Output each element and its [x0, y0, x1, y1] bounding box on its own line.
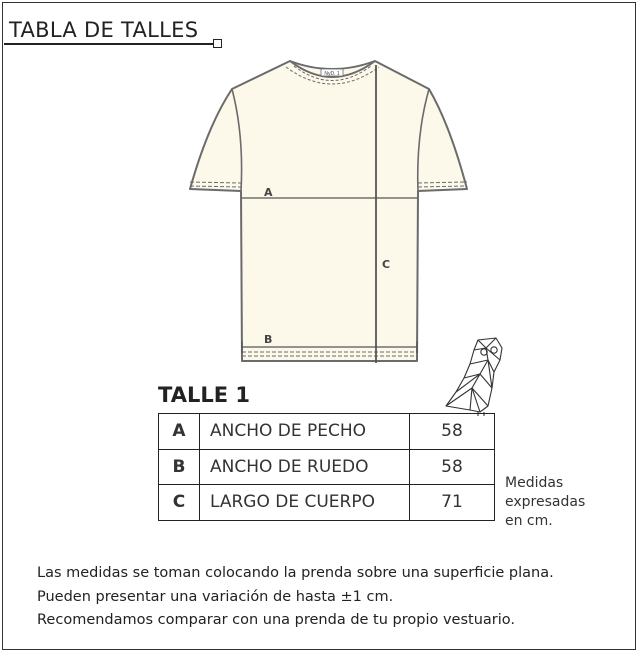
measure-label-c: C	[382, 258, 391, 271]
units-note-line: Medidas	[505, 475, 564, 491]
row-code: B	[159, 449, 200, 485]
row-value: 58	[410, 449, 495, 485]
owl-logo-icon	[440, 336, 506, 416]
row-value: 71	[410, 485, 495, 521]
measurement-notes	[37, 562, 554, 633]
title-underline	[4, 43, 216, 45]
tshirt-body	[190, 61, 467, 361]
measure-label-b: B	[264, 333, 273, 346]
size-heading: TALLE 1	[158, 383, 250, 407]
row-code: A	[159, 414, 200, 450]
note-line: Pueden presentar una variación de hasta ±1 cm.	[37, 588, 394, 605]
table-row	[159, 485, 495, 521]
units-note-line: en cm.	[505, 513, 553, 529]
units-note	[505, 474, 585, 531]
row-code: C	[159, 485, 200, 521]
row-label: LARGO DE CUERPO	[200, 485, 410, 521]
note-line: Las medidas se toman colocando la prenda sobre una superficie plana.	[37, 565, 554, 581]
row-label: ANCHO DE RUEDO	[200, 449, 410, 485]
collar-tag-text: NyD. 1	[324, 71, 340, 77]
row-value: 58	[410, 414, 495, 450]
tshirt-diagram	[182, 55, 472, 367]
page-title: TABLA DE TALLES	[9, 18, 199, 42]
measure-label-a: A	[264, 186, 273, 199]
row-label: ANCHO DE PECHO	[200, 414, 410, 450]
units-note-line: expresadas	[505, 494, 586, 510]
note-line: Recomendamos comparar con una prenda de tu propio vestuario.	[37, 612, 516, 628]
table-row	[159, 449, 495, 485]
table-row	[159, 414, 495, 450]
title-rule-end-square	[213, 39, 222, 48]
size-table	[158, 413, 495, 521]
